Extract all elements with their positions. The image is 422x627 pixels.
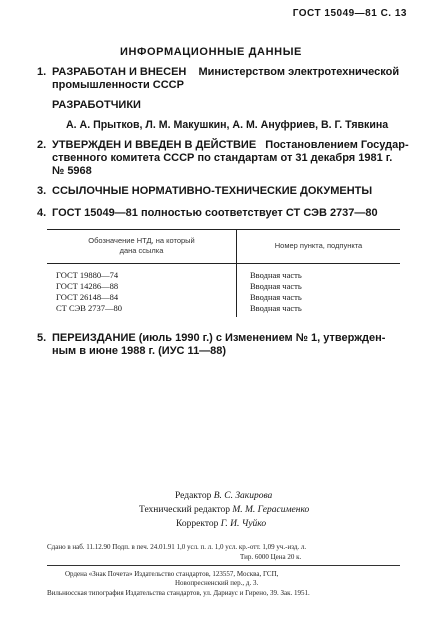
tech-editor-label: Технический редактор bbox=[139, 505, 230, 515]
section-5-number: 5. bbox=[37, 332, 47, 344]
section-2 bbox=[37, 139, 417, 179]
section-4-number: 4. bbox=[37, 207, 47, 219]
document-title: ИНФОРМАЦИОННЫЕ ДАННЫЕ bbox=[119, 46, 302, 58]
developers-list: А. А. Прытков, Л. М. Макушкин, А. М. Ануфриев, В. Г. Тявкина bbox=[66, 119, 389, 131]
section-1-line1 bbox=[52, 66, 399, 79]
table-header-col2: Номер пункта, подпункта bbox=[274, 241, 363, 250]
corrector-credit bbox=[176, 519, 266, 529]
editor-label: Редактор bbox=[175, 491, 212, 501]
section-1-number: 1. bbox=[37, 66, 47, 78]
table-row-3-doc: ГОСТ 26148—84 bbox=[56, 292, 119, 302]
section-1-heading: РАЗРАБОТАН И ВНЕСЕН bbox=[52, 66, 187, 78]
section-2-number: 2. bbox=[37, 139, 47, 151]
section-4-text: ГОСТ 15049—81 полностью соответствует СТ СЭВ 2737—80 bbox=[52, 207, 378, 219]
section-1-heading-rest: Министерством электротехнической bbox=[198, 66, 400, 78]
imprint-line-1: Сдано в наб. 11.12.90 Подп. в печ. 24.01.91 1,0 усл. п. л. 1,0 усл. кр.-отт. 1,09 уч.-изд. л. bbox=[47, 543, 307, 551]
section-2-line1 bbox=[52, 139, 409, 152]
section-5 bbox=[37, 332, 417, 360]
developers-heading: РАЗРАБОТЧИКИ bbox=[52, 99, 141, 111]
imprint-line-3: Ордена «Знак Почета» Издательство стандартов, 123557, Москва, ГСП, bbox=[65, 570, 279, 578]
section-1-line2: промышленности СССР bbox=[52, 79, 184, 91]
section-3 bbox=[37, 185, 417, 199]
imprint-divider bbox=[47, 565, 400, 566]
editor-name: В. С. Закирова bbox=[213, 491, 273, 501]
table-row-1-doc: ГОСТ 19880—74 bbox=[56, 270, 119, 280]
section-5-line2: ным в июне 1988 г. (ИУС 11—88) bbox=[52, 345, 227, 357]
tech-editor-name: М. М. Герасименко bbox=[232, 505, 310, 515]
table-top-rule bbox=[47, 229, 400, 230]
section-2-line2: ственного комитета СССР по стандартам от 31 декабря 1981 г. bbox=[52, 152, 393, 164]
imprint-line-4: Новопресненский пер., д. 3. bbox=[175, 579, 259, 587]
table-row-4-clause: Вводная часть bbox=[250, 303, 302, 313]
table-header-col1 bbox=[47, 236, 236, 268]
table-row-1-clause: Вводная часть bbox=[250, 270, 302, 280]
imprint-line-2: Тир. 6000 Цена 20 к. bbox=[240, 553, 302, 561]
table-row-2-clause: Вводная часть bbox=[250, 281, 302, 291]
corrector-name: Г. И. Чуйко bbox=[220, 519, 267, 529]
section-2-heading: УТВЕРЖДЕН И ВВЕДЕН В ДЕЙСТВИЕ bbox=[52, 139, 257, 151]
section-2-heading-rest: Постановлением Государ- bbox=[265, 139, 409, 151]
imprint-line-5: Вильнюсская типография Издательства стандартов, ул. Дариаус и Гирено, 39. Зак. 1951. bbox=[47, 589, 310, 597]
page-header-ref: ГОСТ 15049—81 С. 13 bbox=[292, 8, 407, 19]
table-row-3-clause: Вводная часть bbox=[250, 292, 302, 302]
section-1 bbox=[37, 66, 417, 94]
table-header-col1-line2: дана ссылка bbox=[119, 246, 164, 255]
editor-credit bbox=[175, 491, 272, 501]
section-3-text: ССЫЛОЧНЫЕ НОРМАТИВНО-ТЕХНИЧЕСКИЕ ДОКУМЕНТЫ bbox=[52, 185, 373, 197]
table-row-2-doc: ГОСТ 14286—88 bbox=[56, 281, 119, 291]
section-4 bbox=[37, 207, 417, 221]
table-row-4-doc: СТ СЭВ 2737—80 bbox=[56, 303, 123, 313]
section-5-line1: ПЕРЕИЗДАНИЕ (июль 1990 г.) с Изменением № 1, утвержден- bbox=[52, 332, 386, 344]
section-3-number: 3. bbox=[37, 185, 47, 197]
corrector-label: Корректор bbox=[176, 519, 219, 529]
tech-editor-credit bbox=[139, 505, 309, 515]
table-header-col1-line1: Обозначение НТД, на который bbox=[88, 236, 195, 245]
section-2-line3: № 5968 bbox=[52, 165, 92, 177]
